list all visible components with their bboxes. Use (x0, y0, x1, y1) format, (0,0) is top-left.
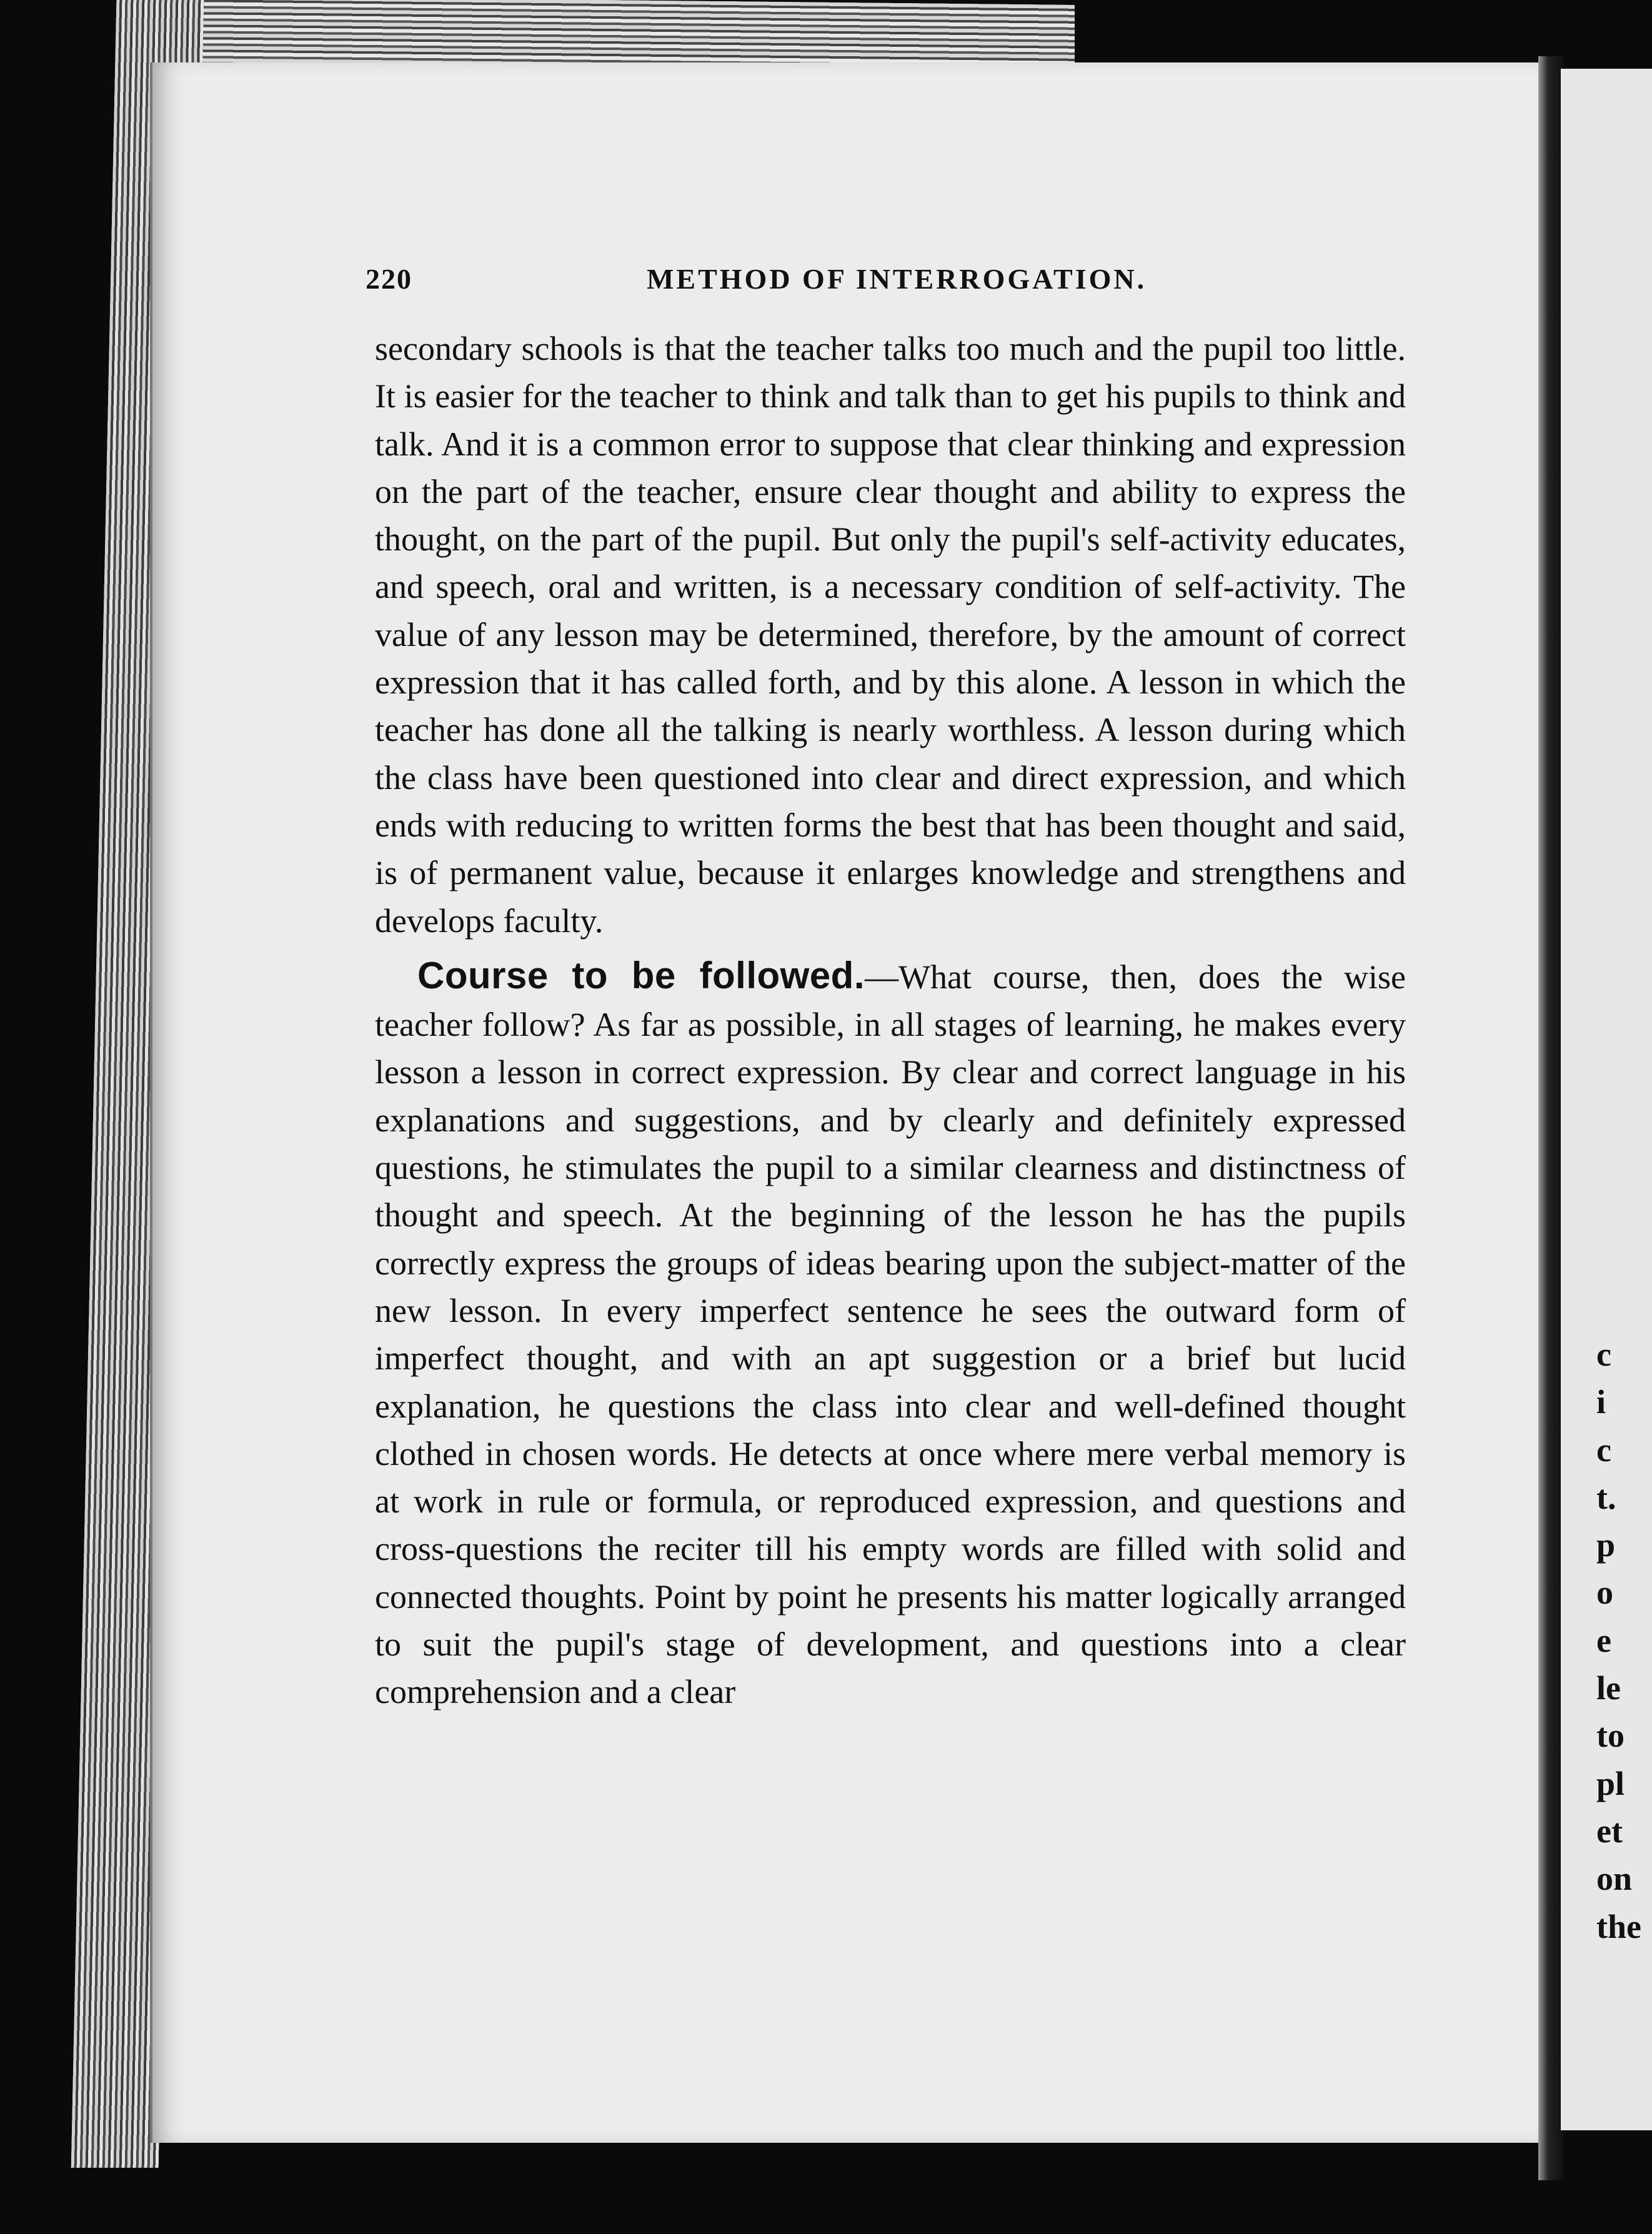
fragment-line: o (1596, 1574, 1613, 1612)
fragment-line: to (1596, 1717, 1625, 1755)
fragment-line: le (1596, 1669, 1621, 1707)
section-heading: Course to be followed. (417, 954, 865, 996)
fragment-line: c (1596, 1336, 1611, 1373)
fragment-line: et (1596, 1812, 1623, 1850)
fragment-line: on (1596, 1860, 1633, 1898)
fragment-line: the (1596, 1907, 1641, 1945)
book-gutter (1538, 56, 1563, 2180)
page-number: 220 (366, 263, 412, 295)
running-head (366, 262, 1403, 306)
body-text (375, 325, 1406, 1716)
fragment-line: t. (1596, 1478, 1616, 1516)
fragment-line: e (1596, 1621, 1611, 1659)
paragraph-2 (375, 952, 1406, 1716)
fragment-line: pl (1596, 1764, 1625, 1802)
facing-page-text (1596, 1331, 1652, 1950)
paragraph-2-text: —What course, then, does the wise teacher follow? As far as possible, in all stages of learning, he makes every lesson a lesson in correct expression. By clear and correct language in his explanations and suggestions, and by clearly and definitely expressed questions, he stimulates the pupil to a similar clearness and distinctness of thought and speech. At the beginning of the lesson he has the pupils correctly express the groups of ideas bearing upon the subject-matter of the new lesson. In every imperfect sentence he sees the outward form of imperfect thought, and with an apt suggestion or a brief but lucid explanation, he questions the class into clear and well-defined thought clothed in chosen words. He detects at once where mere verbal memory is at work in rule or formula, or reproduced expression, and questions and cross-questions the reciter till his empty words are filled with solid and connected thoughts. Point by point he presents his matter logically arranged to suit the pupil's stage of development, and questions into a clear comprehension and a clear (375, 958, 1406, 1711)
fragment-line: i (1596, 1383, 1606, 1421)
fragment-line: c (1596, 1431, 1611, 1469)
paragraph-1: secondary schools is that the teacher talks too much and the pupil too little. It is easier for the teacher to think and talk than to get his pupils to think and talk. And it is a common error to suppose that clear thinking and expression on the part of the teacher, ensure clear thought and ability to express the thought, on the part of the pupil. But only the pupil's self-activity educates, and speech, oral and written, is a necessary condition of self-activity. The value of any lesson may be determined, therefore, by the amount of correct expression that it has called forth, and by this alone. A lesson in which the teacher has done all the talking is nearly worthless. A lesson during which the class have been questioned into clear and direct expression, and which ends with reducing to written forms the best that has been thought and said, is of permanent value, because it enlarges knowledge and strengthens and develops faculty. (375, 330, 1406, 940)
fragment-line: p (1596, 1526, 1616, 1564)
running-title: METHOD OF INTERROGATION. (647, 263, 1147, 295)
